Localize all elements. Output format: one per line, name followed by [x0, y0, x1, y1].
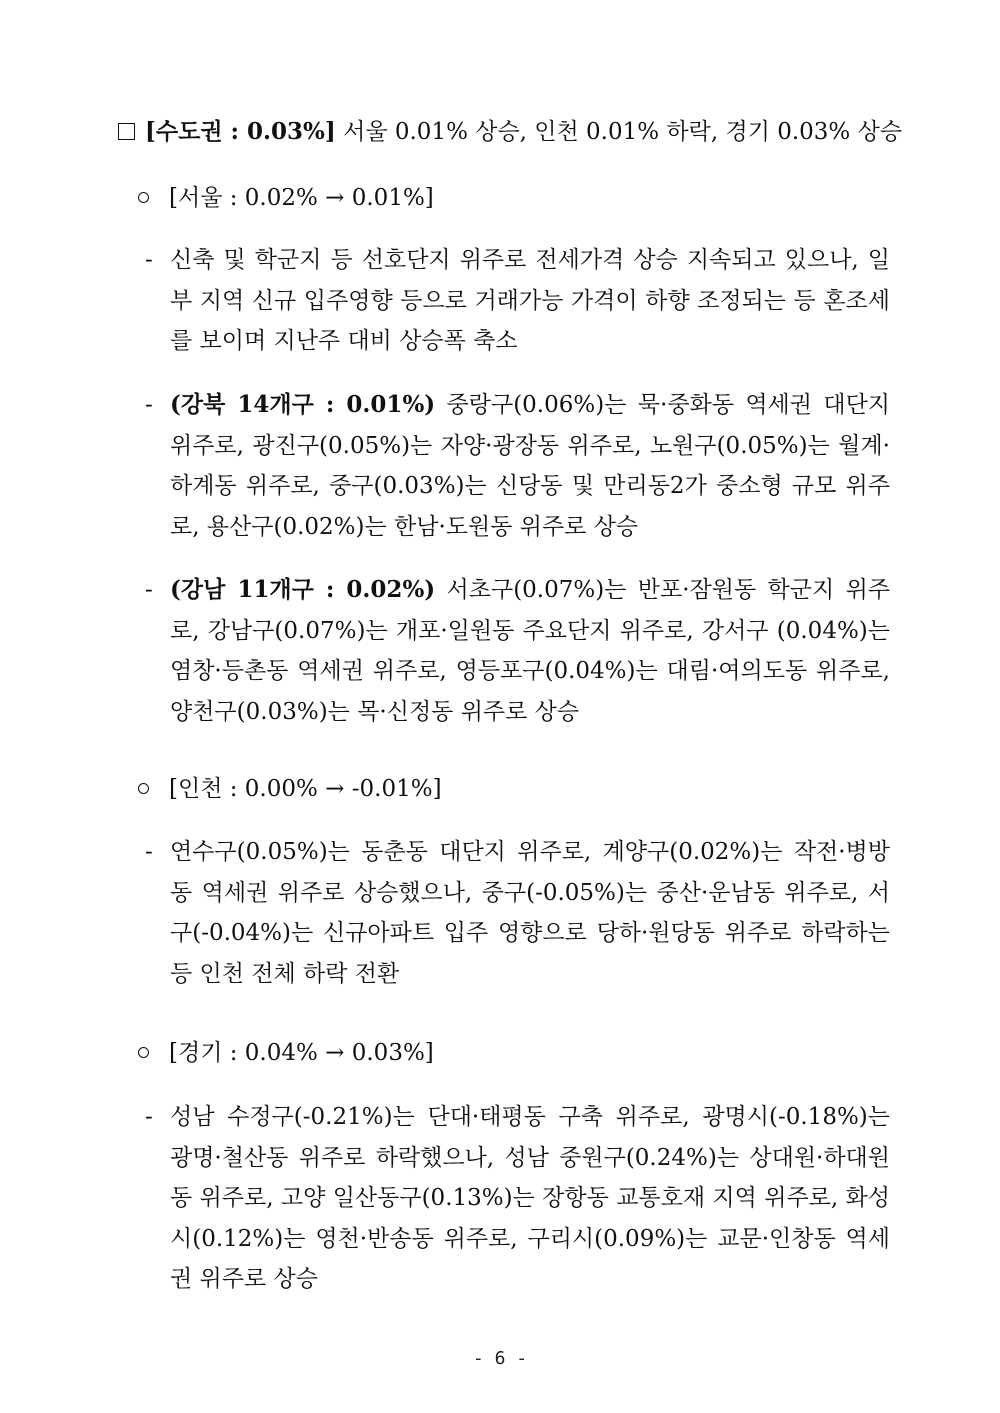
gyeonggi-paragraph [145, 1097, 890, 1300]
gangnam-label: (강남 11개구 : 0.02%) [170, 576, 436, 603]
circle-bullet-icon [138, 1047, 149, 1058]
circle-bullet-icon [138, 192, 149, 203]
gangnam-text: 서초구(0.07%)는 반포·잠원동 학군지 위주로, 강남구(0.07%)는 개포·일원동 주요단지 위주로, 강서구 (0.04%)는 염창·등촌동 역세권 위주로, 영등포구(0.04%)는 대림·여의도동 위주로, 양천구(0.03%)는 목·신정동 위주로 상승 [170, 577, 891, 725]
gyeonggi-heading [138, 1036, 434, 1070]
dash-bullet: - [145, 247, 153, 273]
gyeonggi-paragraph-text: 성남 수정구(-0.21%)는 단대·태평동 구축 위주로, 광명시(-0.18%)는 광명·철산동 위주로 하락했으나, 성남 중원구(0.24%)는 상대원·하대원동 위주로, 고양 일산동구(0.13%)는 장항동 교통호재 지역 위주로, 화성시(0.12%)는 영천·반송동 위주로, 구리시(0.09%)는 교문·인창동 역세권 위주로 상승 [170, 1104, 890, 1292]
dash-bullet: - [145, 392, 153, 418]
checkbox-square-icon [118, 123, 135, 140]
seoul-heading [138, 181, 434, 215]
incheon-heading [138, 772, 442, 806]
section-title-text: 서울 0.01% 상승, 인천 0.01% 하락, 경기 0.03% 상승 [335, 119, 903, 145]
seoul-paragraph-gangbuk [145, 385, 890, 547]
seoul-paragraph-gangnam [145, 570, 890, 732]
section-title [118, 115, 902, 149]
dash-bullet: - [145, 839, 153, 865]
dash-bullet: - [145, 1104, 153, 1130]
seoul-heading-text: [서울 : 0.02% → 0.01%] [169, 185, 434, 211]
gyeonggi-heading-text: [경기 : 0.04% → 0.03%] [169, 1040, 434, 1066]
incheon-heading-text: [인천 : 0.00% → -0.01%] [169, 776, 442, 802]
incheon-paragraph [145, 832, 890, 994]
seoul-paragraph-1-text: 신축 및 학군지 등 선호단지 위주로 전세가격 상승 지속되고 있으나, 일부 지역 신규 입주영향 등으로 거래가능 가격이 하향 조정되는 등 혼조세를 보이며 지난주 대비 상승폭 축소 [170, 247, 890, 354]
gangbuk-label: (강북 14개구 : 0.01%) [170, 391, 436, 418]
dash-bullet: - [145, 577, 153, 603]
gangbuk-text: 중랑구(0.06%)는 묵·중화동 역세권 대단지 위주로, 광진구(0.05%)는 자양·광장동 위주로, 노원구(0.05%)는 월계·하계동 위주로, 중구(0.03%)는 신당동 및 만리동2가 중소형 규모 위주로, 용산구(0.02%)는 한남·도원동 위주로 상승 [170, 392, 891, 540]
circle-bullet-icon [138, 783, 149, 794]
incheon-paragraph-text: 연수구(0.05%)는 동춘동 대단지 위주로, 계양구(0.02%)는 작전·병방동 역세권 위주로 상승했으나, 중구(-0.05%)는 중산·운남동 위주로, 서구(-0.04%)는 신규아파트 입주 영향으로 당하·원당동 위주로 하락하는 등 인천 전체 하락 전환 [170, 839, 890, 987]
page-number: - 6 - [472, 1348, 528, 1369]
section-title-label: [수도권 : 0.03%] [145, 118, 336, 145]
seoul-paragraph-1 [145, 240, 890, 362]
